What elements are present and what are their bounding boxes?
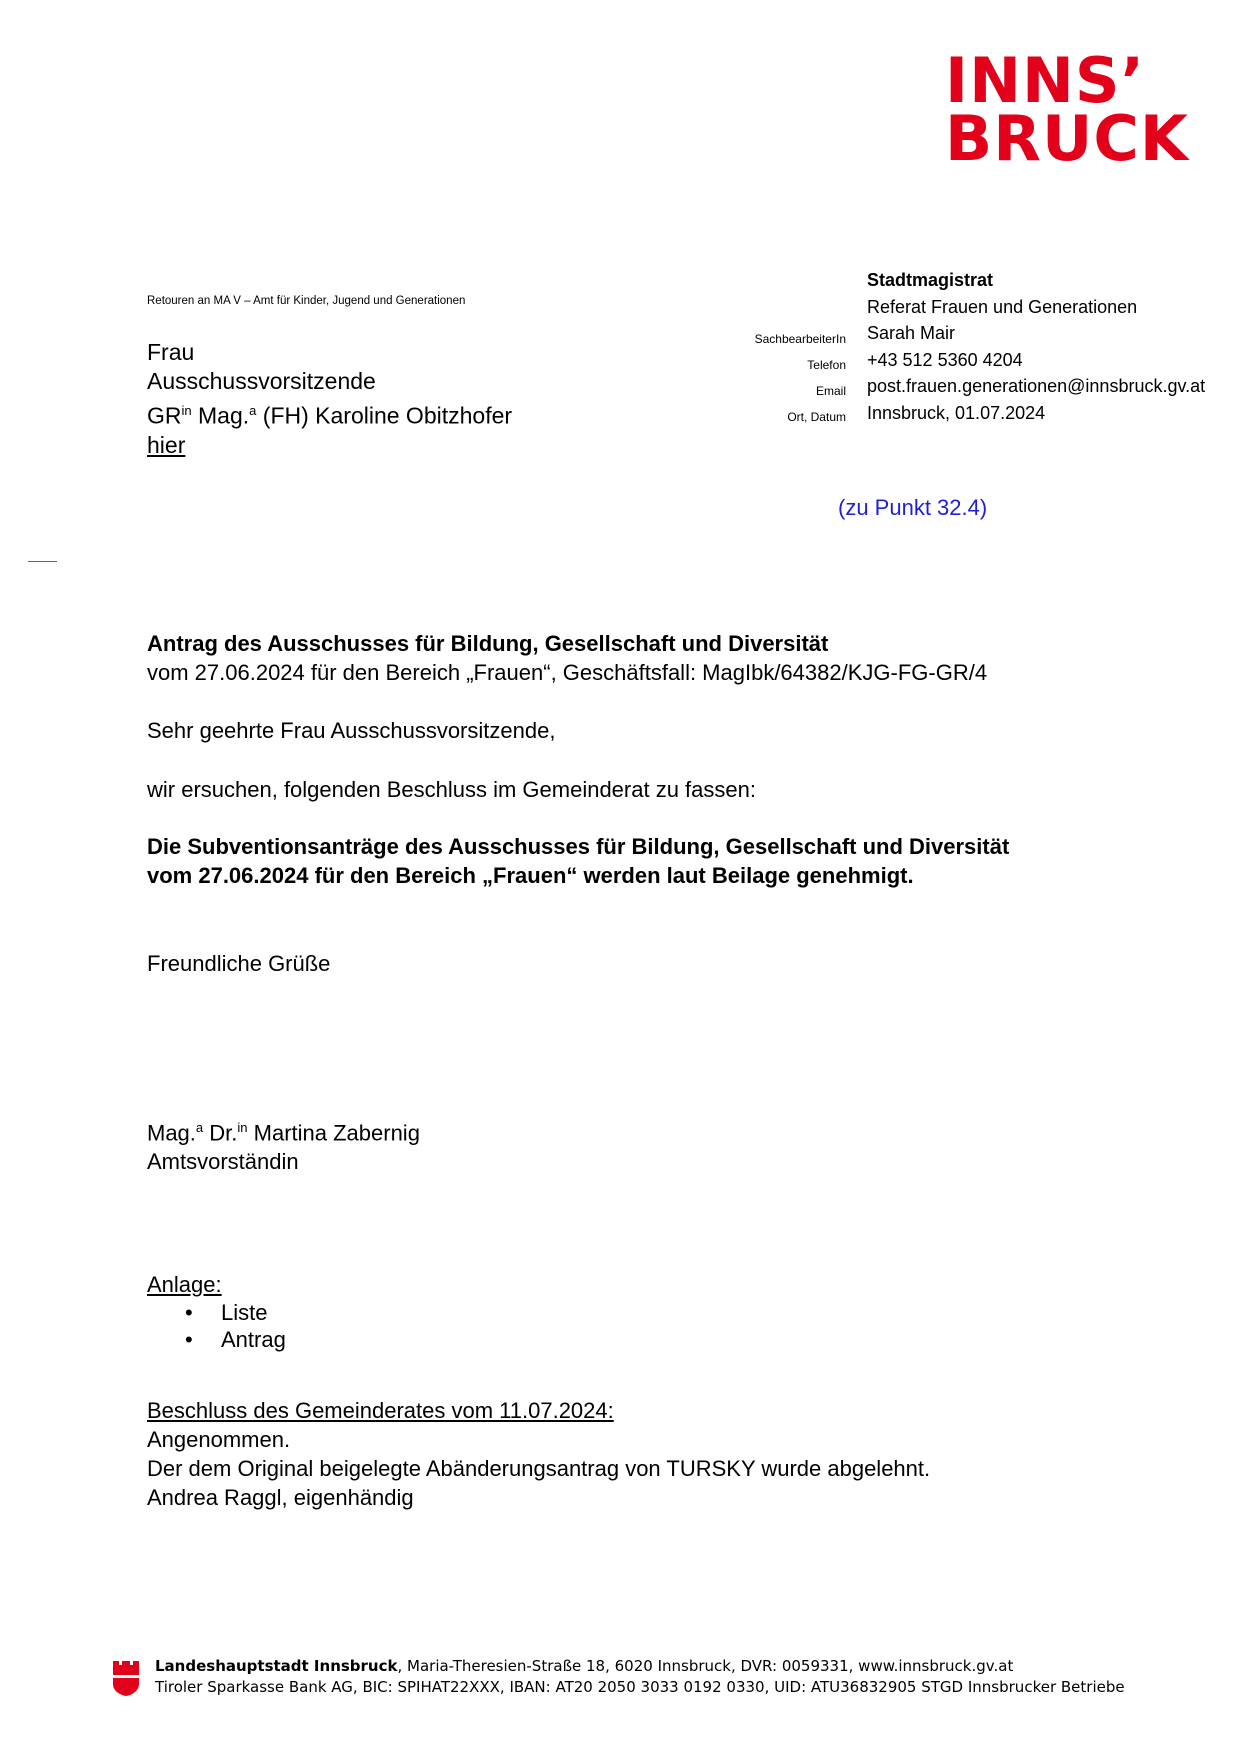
council-decision [147, 1396, 930, 1512]
attachment-item: • Liste [185, 1300, 268, 1325]
sender-clerk: Sarah Mair [867, 323, 956, 343]
sender-department: Referat Frauen und Generationen [867, 296, 1138, 317]
decision-line-1: Angenommen. [147, 1427, 291, 1452]
sender-labels [700, 326, 846, 430]
signatory-title: Amtsvorständin [147, 1149, 299, 1175]
recipient-line-2: Ausschussvorsitzende [147, 368, 376, 394]
attachments-heading: Anlage: [147, 1272, 222, 1297]
signatory-name: Mag.$^a$ Dr.$^{in}$ Martina Zabernig [147, 1120, 420, 1146]
return-address: Retouren an MA V – Amt für Kinder, Jugend und Generationen [147, 295, 466, 307]
decision-line-3: Andrea Raggl, eigenhändig [147, 1485, 414, 1510]
bullet-icon: • [185, 1327, 193, 1352]
sender-office: Stadtmagistrat [867, 270, 994, 290]
recipient-line-4: hier [147, 431, 186, 458]
resolution-line-1: Die Subventionsanträge des Ausschusses für Bildung, Gesellschaft und Diversität [147, 834, 1010, 859]
subject-title: Antrag des Ausschusses für Bildung, Gesellschaft und Diversität [147, 631, 829, 656]
resolution [147, 832, 1009, 890]
fold-marker [28, 561, 57, 562]
footer [155, 1656, 1125, 1698]
label-place-date: Ort, Datum [787, 410, 846, 424]
decision-heading: Beschluss des Gemeinderates vom 11.07.2024: [147, 1398, 614, 1423]
bullet-icon: • [185, 1300, 193, 1325]
footer-line-2: Tiroler Sparkasse Bank AG, BIC: SPIHAT22XXX, IBAN: AT20 2050 3033 0192 0330, UID: ATU36832905 STGD Innsbrucker Betriebe [155, 1678, 1125, 1696]
recipient-address [147, 338, 512, 460]
sender-email: post.frauen.generationen@innsbruck.gv.at [867, 376, 1206, 396]
closing: Freundliche Grüße [147, 951, 331, 976]
recipient-line-3: $GR^{in}$ Mag.$^a$ (FH) Karoline Obitzhofer [147, 402, 513, 429]
request-text: wir ersuchen, folgenden Beschluss im Gemeinderat zu fassen: [147, 777, 756, 802]
signatory [147, 1113, 420, 1176]
label-phone: Telefon [807, 358, 846, 372]
label-email: Email [815, 384, 846, 398]
sender-phone: +43 512 5360 4204 [867, 349, 1023, 370]
attachment-item: • Antrag [185, 1327, 286, 1352]
logo-line-1: INNS’ [945, 44, 1146, 117]
sender-info [867, 267, 1205, 426]
subject [147, 629, 987, 687]
label-clerk: SachbearbeiterIn [754, 332, 846, 346]
sender-place-date: Innsbruck, 01.07.2024 [867, 402, 1046, 423]
logo-line-2: BRUCK [945, 102, 1189, 175]
salutation: Sehr geehrte Frau Ausschussvorsitzende, [147, 718, 556, 743]
decision-line-2: Der dem Original beigelegte Abänderungsantrag von TURSKY wurde abgelehnt. [147, 1456, 931, 1481]
recipient-line-1: Frau [147, 339, 195, 365]
footer-line-1: Landeshauptstadt Innsbruck, Maria-Theresien-Straße 18, 6020 Innsbruck, DVR: 0059331, www.innsbruck.gv.at [155, 1657, 1014, 1675]
reference-point: (zu Punkt 32.4) [838, 495, 988, 520]
innsbruck-logo [945, 44, 1189, 175]
resolution-line-2: vom 27.06.2024 für den Bereich „Frauen“ werden laut Beilage genehmigt. [147, 863, 914, 888]
city-emblem-icon [110, 1659, 142, 1697]
subject-line-2: vom 27.06.2024 für den Bereich „Frauen“, Geschäftsfall: MagIbk/64382/KJG-FG-GR/4 [147, 660, 988, 685]
